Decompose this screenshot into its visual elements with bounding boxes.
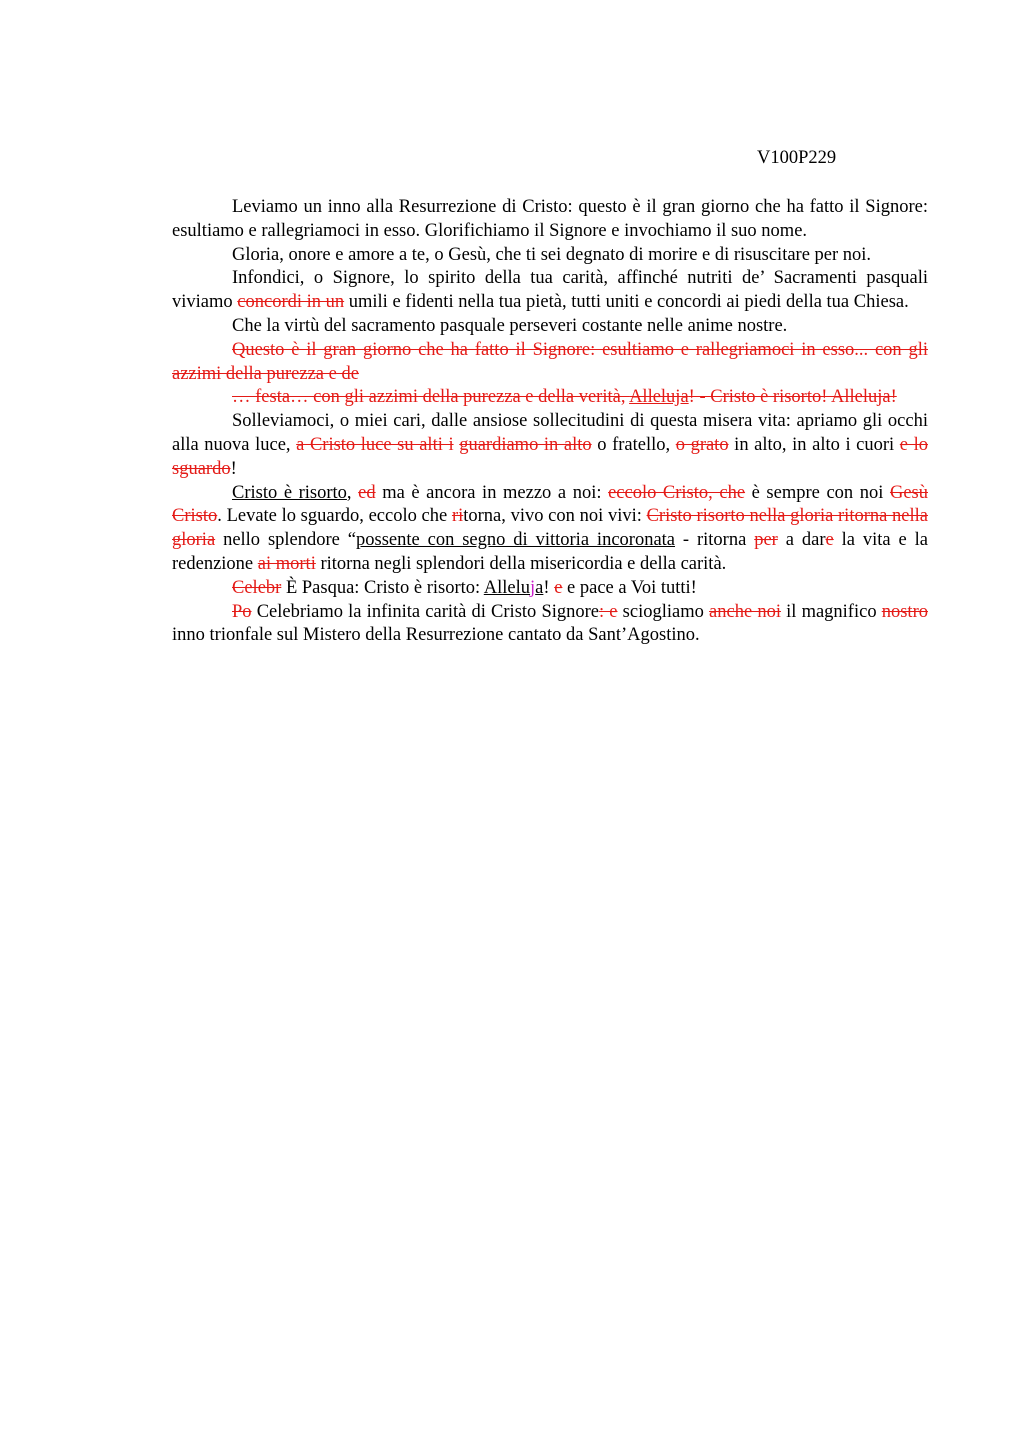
deleted-text: ed [358,482,376,503]
deleted-text: ai morti [257,553,316,574]
inserted-text: j [530,577,536,598]
deleted-text: e [554,577,563,598]
deleted-text: per [754,530,778,551]
text-run: ! [230,458,237,479]
paragraph [172,267,928,315]
deleted-text: Cristo risorto nella gloria ritorna nella gloria [172,506,928,551]
text-run: umili e fidenti nella tua pietà, tutti uniti e concordi ai piedi della tua Chiesa. [344,292,909,313]
text-run: ma è ancora in mezzo a noi: [375,482,609,503]
deleted-text: e lo sguardo [172,434,928,479]
paragraph [172,386,928,410]
deleted-text: concordi in un [237,292,345,313]
deleted-text: Questo è il gran giorno che ha fatto il Signore: esultiamo e rallegriamoci in esso... con gli azzimi della purezza e de [172,339,928,384]
text-run: la vita e la redenzione [172,530,928,574]
text-run: Gloria, onore e amore a te, o Gesù, che ti sei degnato di morire e di risuscitare per noi. [232,244,872,265]
text-run: È Pasqua: Cristo è risorto: [281,577,484,598]
document-body [172,196,928,648]
text-run: Infondici, o Signore, lo spirito della tua carità, affinché nutriti de’ Sacramenti pasquali viviamo [172,268,928,313]
deleted-text: nostro [881,601,928,622]
paragraph [172,315,928,339]
deleted-text: Gesù Cristo [172,482,928,527]
text-run: sciogliamo [617,601,710,622]
text-run: inno trionfale sul Mistero della Resurrezione cantato da Sant’Agostino. [172,625,700,646]
text-run: a dar [777,530,826,551]
deleted-text: a Cristo luce su alti i [296,434,454,455]
text-run: ! [543,577,555,598]
deleted-text: eccolo Cristo, che [608,482,746,503]
deleted-text: e [825,530,834,551]
underlined-text: Allelu [483,577,531,598]
deleted-text: Celebr [232,577,282,598]
text-run: - ritorna [675,530,755,551]
deleted-text: guardiamo in alto [459,434,592,455]
text-run: in alto, in alto i cuori [728,434,900,455]
paragraph [172,601,928,649]
text-run: . Levate lo sguardo, eccolo che [217,506,452,527]
deleted-text: ri [451,506,464,527]
text-run: , [346,482,359,503]
text-run: il magnifico [780,601,882,622]
text-run: Che la virtù del sacramento pasquale perseveri costante nelle anime nostre. [232,315,788,336]
paragraph [172,482,928,577]
underlined-text: possente con segno di vittoria incoronata [356,530,676,551]
text-run: e pace a Voi tutti! [562,577,697,598]
deleted-text: : e [599,601,618,622]
text-run: Leviamo un inno alla Resurrezione di Cristo: questo è il gran giorno che ha fatto il Signore: esultiamo e rallegriamoci in esso. Glorifichiamo il Signore e invochiamo il suo nome. [172,197,928,241]
deleted-text: o grato [675,434,729,455]
page-identifier: V100P229 [757,148,837,168]
paragraph [172,410,928,481]
paragraph [172,196,928,244]
deleted-text: anche noi [709,601,781,622]
deleted-text: … festa… con gli azzimi della purezza e della verità, [232,387,630,408]
text-run: o fratello, [591,434,676,455]
paragraph [172,577,928,601]
text-run: Celebriamo la infinita carità di Cristo Signore [251,601,599,622]
underlined-text: a [535,577,544,598]
paragraph [172,244,928,268]
underlined-text: Cristo è risorto [232,482,347,503]
text-run: nello splendore “ [215,530,356,551]
deleted-text: Po [232,601,252,622]
text-run: torna, vivo con noi vivi: [463,506,647,527]
text-run: è sempre con noi [745,482,890,503]
deleted-text: ! - Cristo è risorto! Alleluja! [688,387,897,408]
text-run: Solleviamoci, o miei cari, dalle ansiose sollecitudini di questa misera vita: apriamo gli occhi alla nuova luce, [172,411,928,455]
paragraph [172,339,928,387]
text-run: ritorna negli splendori della misericordia e della carità. [315,553,727,574]
deleted-text: Alleluja [629,387,689,408]
